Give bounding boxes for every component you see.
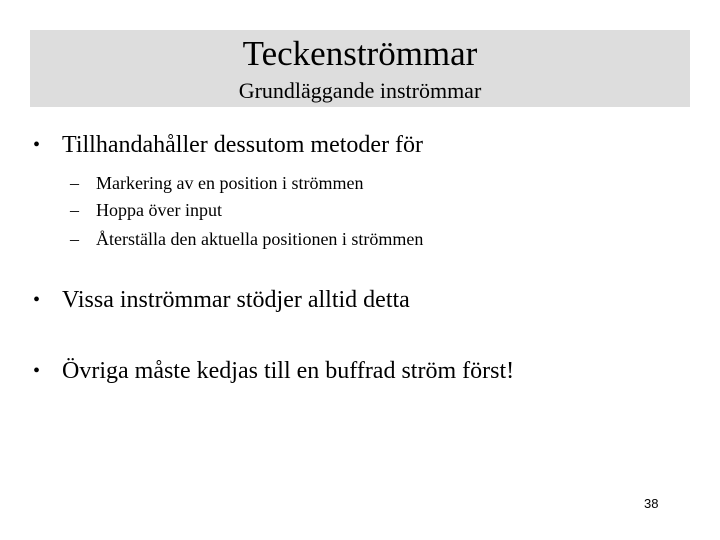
bullet-icon: • <box>33 289 41 311</box>
dash-icon: – <box>70 173 79 193</box>
sub-bullet-text: Återställa den aktuella positionen i strömmen <box>96 229 424 249</box>
sub-bullet-text: Markering av en position i strömmen <box>96 173 364 193</box>
bullet-icon: • <box>33 134 41 156</box>
title-header <box>30 30 690 107</box>
page-number: 38 <box>644 496 659 511</box>
slide-subtitle: Grundläggande inströmmar <box>238 78 482 103</box>
bullet-text: Övriga måste kedjas till en buffrad ström först! <box>62 358 515 384</box>
slide-title: Teckenströmmar <box>242 34 478 73</box>
dash-icon: – <box>70 229 79 249</box>
bullet-text: Tillhandahåller dessutom metoder för <box>62 132 424 158</box>
dash-icon: – <box>70 200 79 220</box>
sub-bullet-text: Hoppa över input <box>96 200 222 220</box>
bullet-text: Vissa inströmmar stödjer alltid detta <box>62 287 410 313</box>
bullet-icon: • <box>33 360 41 382</box>
